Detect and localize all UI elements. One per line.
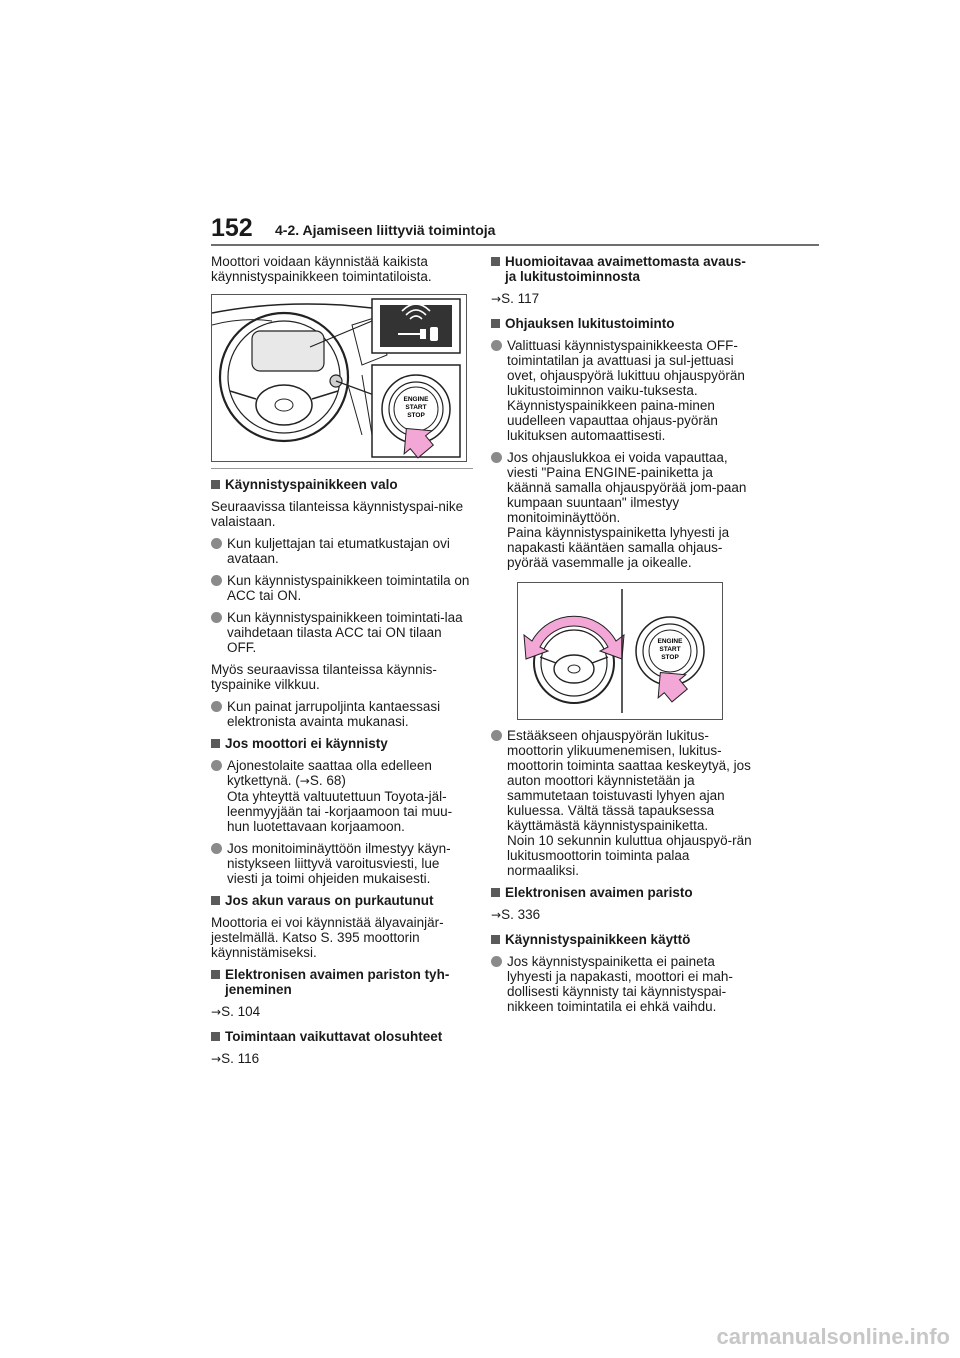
bullet-text-part: Paina käynnistyspainiketta lyhyesti ja napakasti kääntäen samalla ohjaus-pyörää vasemmalle ja oikealle. <box>507 525 730 570</box>
bullet-item <box>491 338 753 443</box>
heading-square-icon <box>211 896 220 905</box>
bullet-dot-icon <box>491 956 502 967</box>
section-title: 4-2. Ajamiseen liittyviä toimintoja <box>275 222 496 238</box>
arrow-icon: → <box>491 908 502 922</box>
page-reference-line <box>491 291 753 307</box>
bullet-item <box>211 610 473 655</box>
heading-square-icon <box>211 739 220 748</box>
bullet-dot-icon <box>211 760 222 771</box>
heading-square-icon <box>211 480 220 489</box>
heading-square-icon <box>491 888 500 897</box>
bullet-item <box>211 758 473 834</box>
dashboard-illustration <box>212 295 466 461</box>
bullet-text: Kun kuljettajan tai etumatkustajan ovi avataan. <box>227 536 450 566</box>
right-column <box>491 254 753 1021</box>
bullet-text: Kun painat jarrupoljinta kantaessasi elektronista avainta mukanasi. <box>227 699 441 729</box>
paragraph: Seuraavissa tilanteissa käynnistyspai-nike valaistaan. <box>211 499 464 529</box>
bullet-dot-icon <box>491 730 502 741</box>
steering-figure <box>517 582 723 720</box>
heading-square-icon <box>491 935 500 944</box>
bullet-item <box>491 450 753 570</box>
bullet-dot-icon <box>211 538 222 549</box>
bullet-text: Kun käynnistyspainikkeen toimintati-laa vaihdetaan tilasta ACC tai ON tilaan OFF. <box>227 610 463 655</box>
heading-square-icon <box>491 319 500 328</box>
stop-label: STOP <box>407 412 425 419</box>
steering-illustration <box>518 583 722 719</box>
left-column <box>211 254 473 1076</box>
heading-start-button-light <box>211 477 473 492</box>
start-label: START <box>659 646 681 653</box>
heading-keyless-notes <box>491 254 753 284</box>
engine-label: ENGINE <box>657 638 683 645</box>
page-reference: S. 336 <box>501 907 541 922</box>
arrow-icon: → <box>211 1005 222 1019</box>
bullet-text: Valittuasi käynnistyspainikkeesta OFF-toimintatilan ja avattuasi ja sul-jettuasi ovet, ohjauspyörä lukittuu ohjauspyörän lukitustoiminnon vaiku-tuksesta. Käynnistyspainikkeen paina-minen uudelleen vapauttaa ohjaus-pyörän lukituksen automaattisesti. <box>507 338 745 443</box>
heading-text: Toimintaan vaikuttavat olosuhteet <box>225 1029 443 1044</box>
bullet-text <box>227 758 473 834</box>
header-divider <box>211 244 819 246</box>
bullet-text <box>507 450 753 570</box>
bullet-dot-icon <box>491 340 502 351</box>
bullet-dot-icon <box>211 612 222 623</box>
bullet-text-part: Ota yhteyttä valtuutettuun Toyota-jäl-leenmyyjään tai -korjaamoon tai muu-hun luotettavaan korjaamoon. <box>227 789 453 834</box>
heading-battery-discharged <box>211 893 473 908</box>
heading-text: Käynnistyspainikkeen käyttö <box>505 932 691 947</box>
bullet-dot-icon <box>491 452 502 463</box>
intro-text: Moottori voidaan käynnistää kaikista käynnistyspainikkeen toimintatiloista. <box>211 254 432 284</box>
bullet-dot-icon <box>211 843 222 854</box>
engine-label: ENGINE <box>403 396 429 403</box>
heading-operating-conditions <box>211 1029 473 1044</box>
heading-text: Elektronisen avaimen pariston tyh-jeneminen <box>225 967 450 997</box>
arrow-icon: → <box>211 1052 222 1066</box>
bullet-text-part: Noin 10 sekunnin kuluttua ohjauspyö-rän lukitusmoottorin toiminta palaa normaaliksi. <box>507 833 752 878</box>
heading-key-battery <box>491 885 753 900</box>
page-reference: S. 104 <box>221 1004 261 1019</box>
bullet-item <box>491 954 753 1014</box>
heading-text: Jos akun varaus on purkautunut <box>225 893 434 908</box>
heading-text: Ohjauksen lukitustoiminto <box>505 316 675 331</box>
heading-text: Elektronisen avaimen paristo <box>505 885 693 900</box>
heading-text: Huomioitavaa avaimettomasta avaus- ja lukitustoiminnosta <box>505 254 746 284</box>
bullet-item <box>211 573 473 603</box>
heading-square-icon <box>211 1032 220 1041</box>
heading-engine-not-starting <box>211 736 473 751</box>
page-number: 152 <box>211 214 253 242</box>
watermark: carmanualsonline.info <box>716 1324 950 1349</box>
heading-text: Jos moottori ei käynnisty <box>225 736 388 751</box>
arrow-icon: → <box>491 292 502 306</box>
paragraph: Moottoria ei voi käynnistää älyavainjär-jestelmällä. Katso S. 395 moottorin käynnistämiseksi. <box>211 915 444 960</box>
page-reference: S. 117 <box>501 291 540 306</box>
heading-square-icon <box>491 257 500 266</box>
bullet-item <box>211 841 473 886</box>
bullet-item <box>211 699 473 729</box>
start-label: START <box>405 404 427 411</box>
page-reference: S. 116 <box>221 1051 260 1066</box>
stop-label: STOP <box>661 654 679 661</box>
bullet-text-part: Ajonestolaite saattaa olla edelleen kytkettynä. ( <box>227 758 432 788</box>
bullet-dot-icon <box>211 575 222 586</box>
bullet-dot-icon <box>211 701 222 712</box>
bullet-item <box>491 728 753 878</box>
bullet-text: Jos monitoiminäyttöön ilmestyy käyn-nistykseen liittyvä varoitusviesti, lue viesti ja toimi ohjeiden mukaisesti. <box>227 841 451 886</box>
bullet-item <box>211 536 473 566</box>
paragraph: Myös seuraavissa tilanteissa käynnis-tyspainike vilkkuu. <box>211 662 437 692</box>
bullet-text: Kun käynnistyspainikkeen toimintatila on ACC tai ON. <box>227 573 470 603</box>
dashboard-figure <box>211 294 467 462</box>
bullet-text-part: Estääkseen ohjauspyörän lukitus-moottorin ylikuumenemisen, lukitus-moottorin toiminta saattaa keskeytyä, jos auton moottori käynnistetään ja sammutetaan toistuvasti lyhyen ajan kuluessa. Vältä tässä tapauksessa käyttämästä käynnistyspainiketta. <box>507 728 751 833</box>
bullet-text <box>507 728 753 878</box>
figure-divider <box>211 468 473 469</box>
heading-button-operation <box>491 932 753 947</box>
heading-key-battery-depletion <box>211 967 473 997</box>
heading-square-icon <box>211 970 220 979</box>
page-reference-line <box>491 907 753 923</box>
arrow-icon: → <box>299 774 310 788</box>
heading-text: Käynnistyspainikkeen valo <box>225 477 398 492</box>
bullet-text-part: Jos ohjauslukkoa ei voida vapauttaa, viesti "Paina ENGINE-painiketta ja käännä samalla ohjauspyörää jom-paan kumpaan suuntaan" ilmestyy monitoiminäyttöön. <box>507 450 747 525</box>
page-reference: S. 68) <box>309 773 346 788</box>
page-reference-line <box>211 1004 473 1020</box>
page-reference-line <box>211 1051 473 1067</box>
bullet-text: Jos käynnistyspainiketta ei paineta lyhyesti ja napakasti, moottori ei mah-dollisesti käynnisty tai käynnistyspai-nikkeen toimintatila ei ehkä vaihdu. <box>507 954 733 1014</box>
heading-steering-lock <box>491 316 753 331</box>
